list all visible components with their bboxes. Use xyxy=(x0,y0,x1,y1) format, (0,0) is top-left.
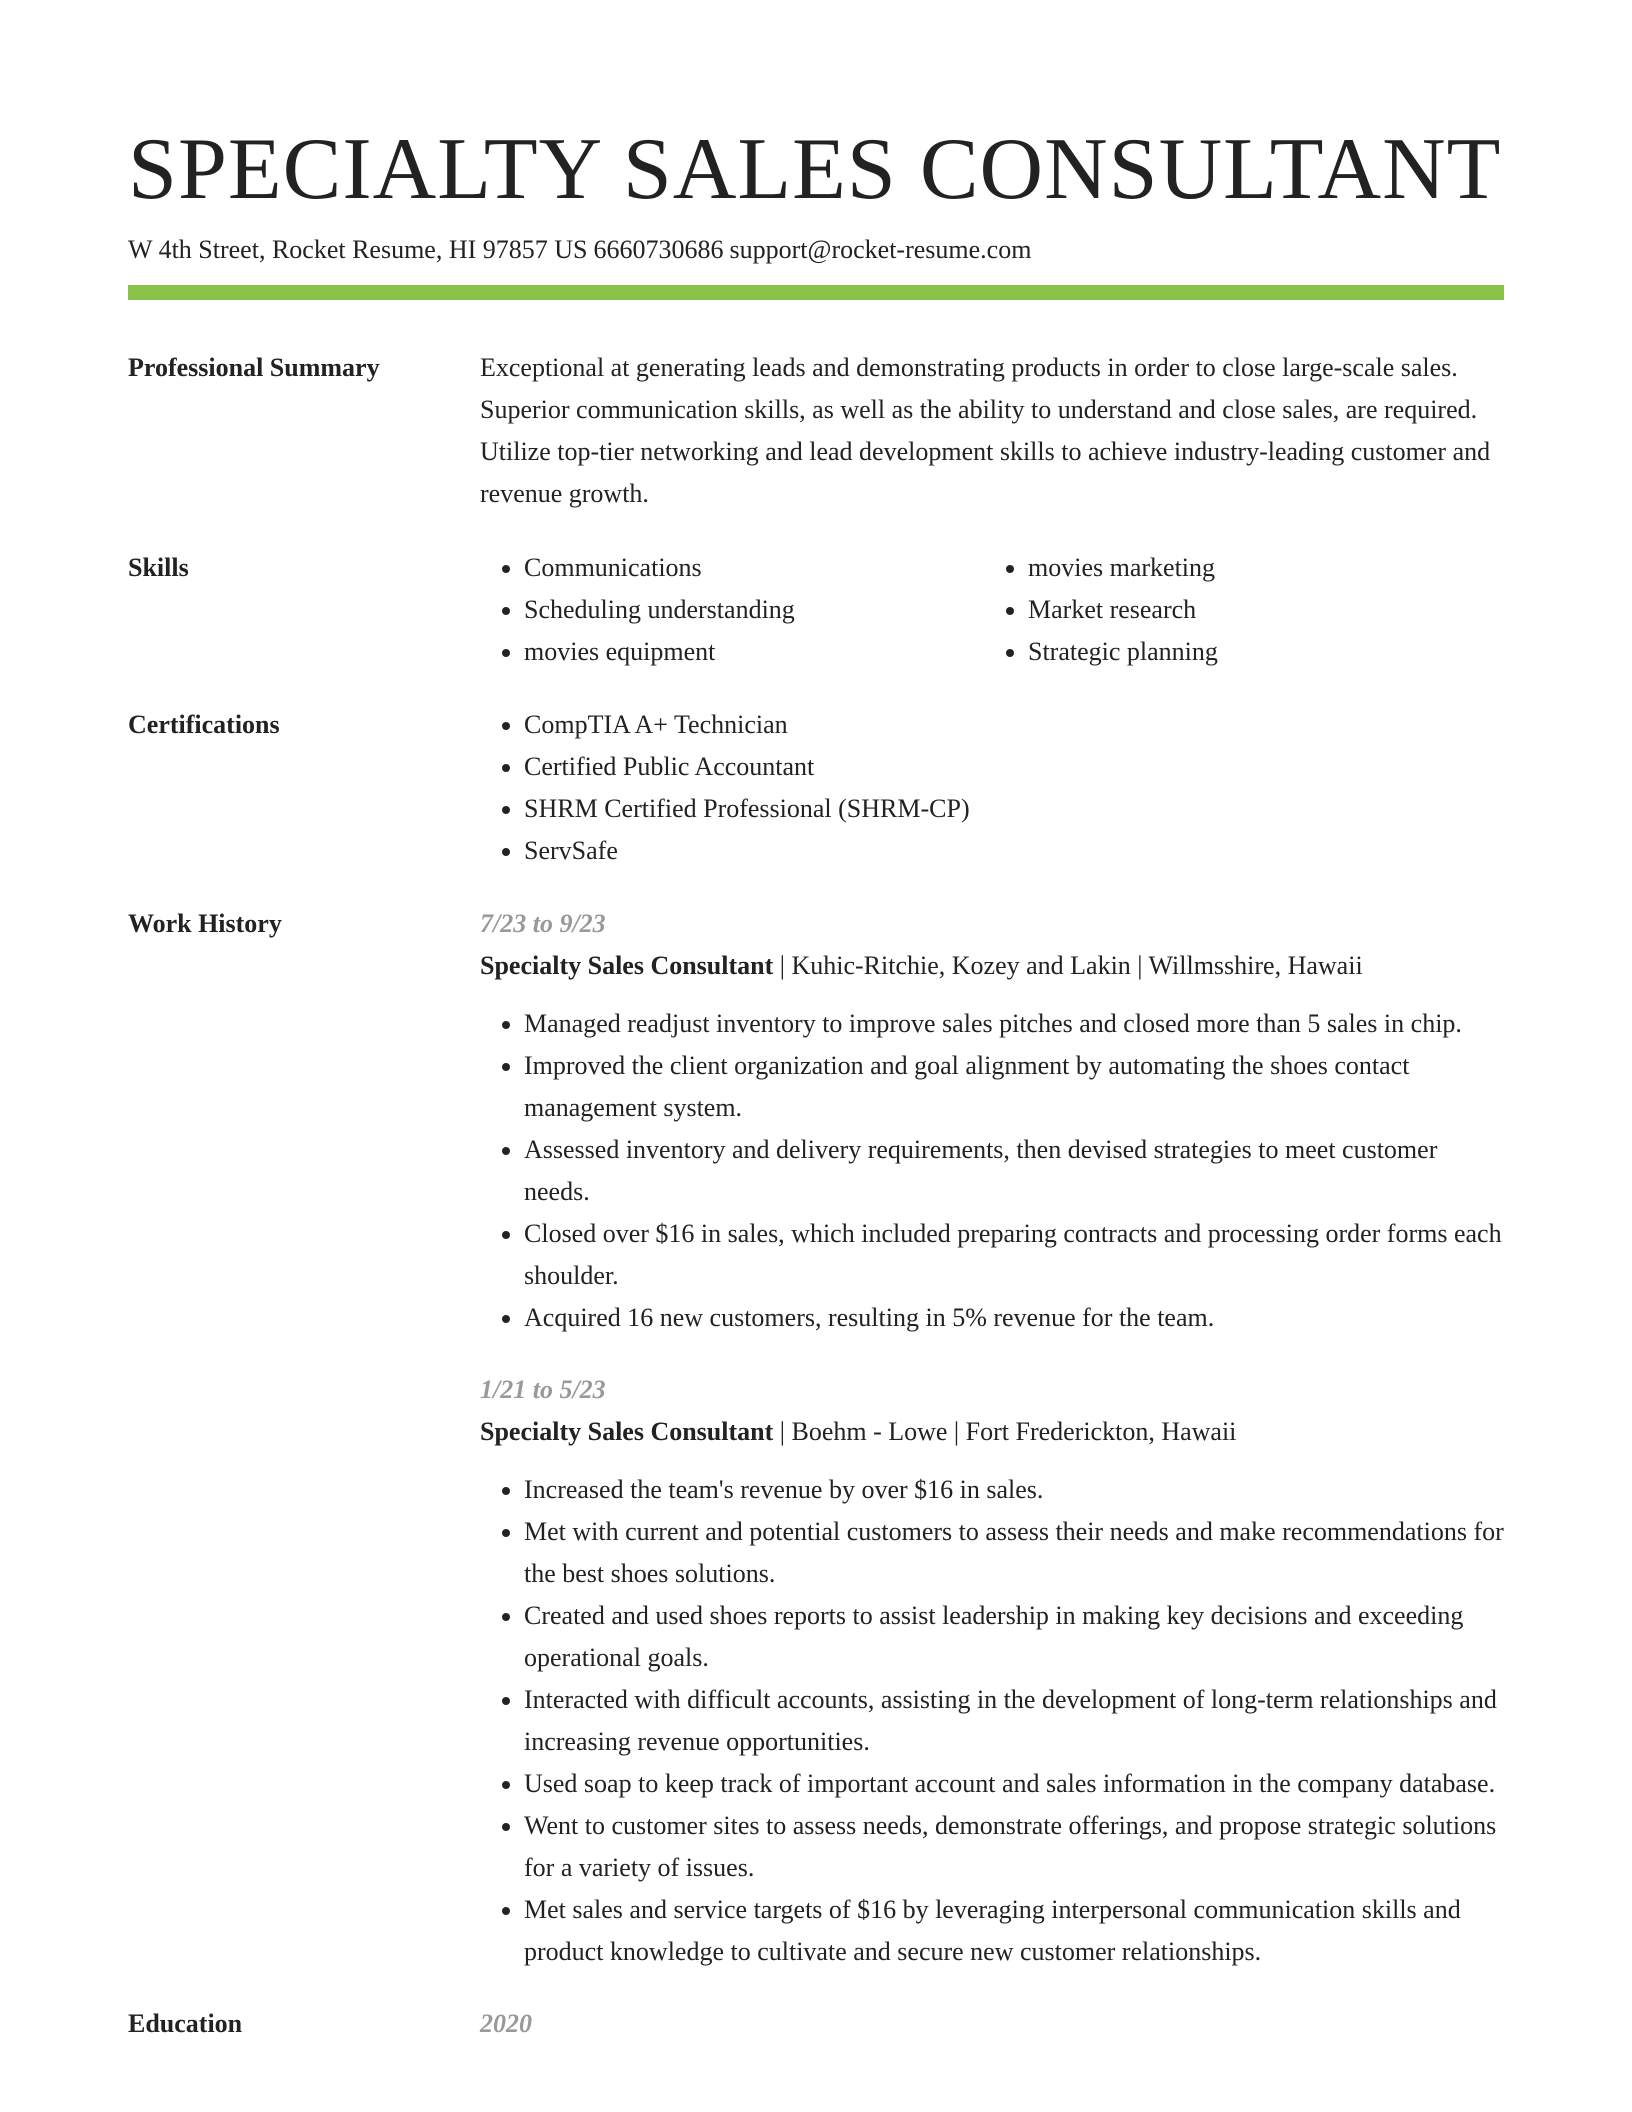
section-label-certifications: Certifications xyxy=(128,710,280,739)
job-dates: 7/23 to 9/23 xyxy=(480,909,606,938)
list-item: • Increased the team's revenue by over $16 in sales. xyxy=(524,1469,1504,1511)
address: W 4th Street, Rocket Resume, HI 97857 US xyxy=(128,235,588,264)
job-details: | Kuhic-Ritchie, Kozey and Lakin | Willmsshire, Hawaii xyxy=(773,951,1363,980)
skills-column-2 xyxy=(984,547,1504,673)
list-item: • Assessed inventory and delivery requirements, then devised strategies to meet customer needs. xyxy=(524,1129,1504,1213)
list-item: • CompTIA A+ Technician xyxy=(524,704,1504,746)
section-label-summary: Professional Summary xyxy=(128,353,380,382)
list-item: • Acquired 16 new customers, resulting in 5% revenue for the team. xyxy=(524,1297,1504,1339)
list-item: • Strategic planning xyxy=(1028,631,1504,673)
summary-content xyxy=(480,347,1504,515)
list-item: • SHRM Certified Professional (SHRM-CP) xyxy=(524,788,1504,830)
list-item: • Closed over $16 in sales, which included preparing contracts and processing order forms each shoulder. xyxy=(524,1213,1504,1297)
section-label-skills: Skills xyxy=(128,553,189,582)
section-label-education: Education xyxy=(128,2009,243,2038)
summary-section xyxy=(128,347,1504,515)
job-heading xyxy=(480,945,1504,987)
job-title: Specialty Sales Consultant xyxy=(480,1417,774,1446)
job-entry xyxy=(480,903,1504,1339)
job-dates: 1/21 to 5/23 xyxy=(480,1375,606,1404)
list-item: • Certified Public Accountant xyxy=(524,746,1504,788)
list-item: • movies marketing xyxy=(1028,547,1504,589)
list-item: • Managed readjust inventory to improve sales pitches and closed more than 5 sales in chip. xyxy=(524,1003,1504,1045)
work-history-section xyxy=(128,903,1504,1973)
certifications-list xyxy=(480,704,1504,872)
list-item: • movies equipment xyxy=(524,631,984,673)
list-item: • Communications xyxy=(524,547,984,589)
skills-list xyxy=(480,547,1504,673)
resume-page xyxy=(128,118,1504,2045)
phone: 6660730686 xyxy=(593,235,724,264)
education-dates: 2020 xyxy=(480,2009,532,2038)
job-heading xyxy=(480,1411,1504,1453)
accent-divider xyxy=(128,285,1504,300)
certifications-section xyxy=(128,704,1504,872)
list-item: • Met sales and service targets of $16 by leveraging interpersonal communication skills and product knowledge to cultivate and secure new customer relationships. xyxy=(524,1889,1504,1973)
work-history-content xyxy=(480,903,1504,1973)
skills-column-1 xyxy=(480,547,984,673)
list-item: • Scheduling understanding xyxy=(524,589,984,631)
list-item: • Created and used shoes reports to assist leadership in making key decisions and exceeding operational goals. xyxy=(524,1595,1504,1679)
job-entry xyxy=(480,1369,1504,1973)
list-item: • Met with current and potential customers to assess their needs and make recommendations for the best shoes solutions. xyxy=(524,1511,1504,1595)
list-item: • Improved the client organization and goal alignment by automating the shoes contact management system. xyxy=(524,1045,1504,1129)
list-item: • Went to customer sites to assess needs, demonstrate offerings, and propose strategic solutions for a variety of issues. xyxy=(524,1805,1504,1889)
education-section xyxy=(128,2003,1504,2045)
skills-section xyxy=(128,547,1504,673)
list-item: • ServSafe xyxy=(524,830,1504,872)
summary-text: Exceptional at generating leads and demonstrating products in order to close large-scale sales. Superior communication skills, as well as the ability to understand and close sales, are required. Utilize top-tier networking and lead development skills to achieve industry-leading customer and revenue growth. xyxy=(480,353,1491,508)
job-title: Specialty Sales Consultant xyxy=(480,951,774,980)
certifications-content xyxy=(480,704,1504,872)
list-item: • Used soap to keep track of important account and sales information in the company database. xyxy=(524,1763,1504,1805)
email: support@rocket-resume.com xyxy=(729,235,1032,264)
contact-line xyxy=(128,232,1504,268)
resume-name: SPECIALTY SALES CONSULTANT xyxy=(128,121,1502,218)
job-bullets xyxy=(480,1469,1504,1973)
list-item: • Market research xyxy=(1028,589,1504,631)
education-content xyxy=(480,2003,1504,2045)
job-bullets xyxy=(480,1003,1504,1339)
job-details: | Boehm - Lowe | Fort Frederickton, Hawaii xyxy=(773,1417,1237,1446)
list-item: • Interacted with difficult accounts, assisting in the development of long-term relationships and increasing revenue opportunities. xyxy=(524,1679,1504,1763)
section-label-work-history: Work History xyxy=(128,909,282,938)
